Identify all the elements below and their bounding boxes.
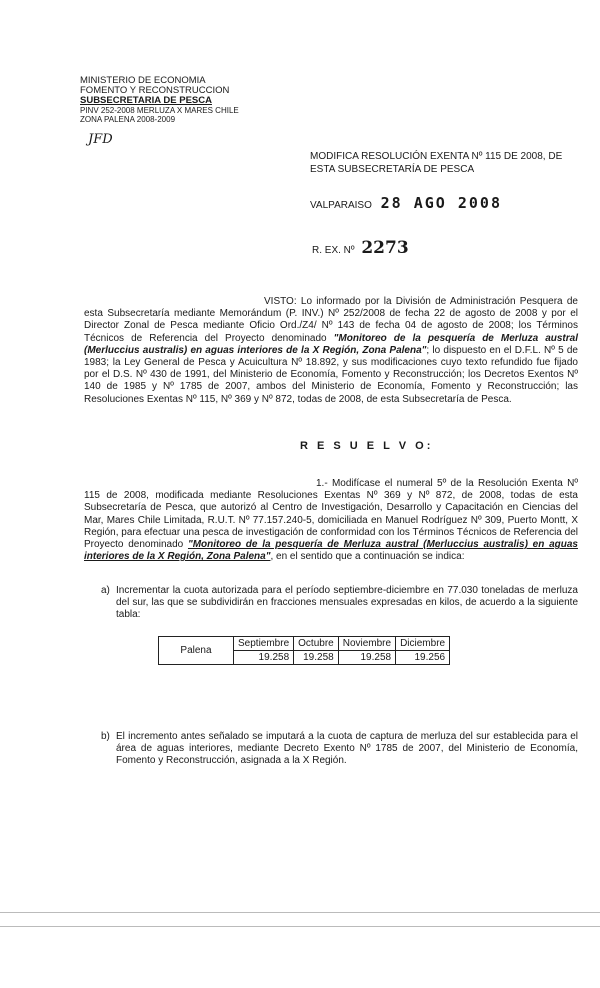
resolution-subject: MODIFICA RESOLUCIÓN EXENTA Nº 115 DE 2008, DE ESTA SUBSECRETARÍA DE PESCA [310, 151, 563, 175]
date-stamp: 28 AGO 2008 [380, 194, 502, 212]
quota-value: 19.258 [234, 651, 294, 665]
date-line [310, 194, 502, 212]
point-1-text-2: , en el sentido que a continuación se indica: [270, 551, 465, 563]
month-header: Noviembre [338, 637, 395, 651]
initials-signature: JFD [88, 132, 113, 147]
letterhead [80, 76, 239, 124]
scan-edge-line [0, 926, 600, 927]
quota-value: 19.258 [294, 651, 339, 665]
resolution-number-stamp: 2273 [361, 238, 409, 258]
month-header: Septiembre [234, 637, 294, 651]
visto-text-1: Lo informado por la División de Administración Pesquera de esta Subsecretaría mediante Memorándum (P. INV.) Nº 252/2008 de fecha 22 de agosto de 2008 y por el Director Zonal de Pesca mediante Oficio Ord./Z4/ Nº 143 de fecha 04 de agosto de 2008; los Términos Técnicos de Referencia del Proyecto denominado [84, 296, 578, 344]
quota-value: 19.258 [338, 651, 395, 665]
visto-text-2: ; lo dispuesto en el D.F.L. Nº 5 de 1983; la Ley General de Pesca y Acuicultura Nº 18.892, y sus modificaciones cuyo texto refundido fue fijado por el D.S. Nº 430 de 1991, del Ministerio de Economía, Fomento y Reconstrucción; los Decretos Exentos Nº 140 de 1985 y Nº 1785 de 2007, ambos del Ministerio de Economía, Fomento y Reconstrucción; las Resoluciones Exentas Nº 115, Nº 369 y Nº 872, todas de 2008, de esta Subsecretaría de Pesca. [84, 344, 578, 405]
scan-edge-line [0, 912, 600, 913]
table-row [159, 637, 450, 651]
point-1-paragraph [84, 478, 578, 563]
item-b [101, 731, 578, 768]
quota-value: 19.256 [396, 651, 450, 665]
item-a-marker: a) [101, 585, 110, 596]
visto-paragraph [84, 296, 578, 406]
resuelvo-heading: R E S U E L V O: [300, 440, 434, 452]
item-b-text: El incremento antes señalado se imputará a la cuota de captura de merluza del sur establecida para el área de aguas interiores, mediante Decreto Exento Nº 1785 de 2007, del Ministerio de Economía, Fomento y Reconstrucción, asignada a la X Región. [116, 731, 578, 767]
ministry-line-2: FOMENTO Y RECONSTRUCCION [80, 85, 230, 96]
quota-table [158, 636, 450, 665]
resolution-label: R. EX. Nº [312, 245, 355, 256]
point-1-text-1: 1.- Modifícase el numeral 5º de la Resolución Exenta Nº 115 de 2008, modificada mediante Resoluciones Exentas Nº 369 y Nº 872, de 2008, todas de esta Subsecretaría de Pesca, que autorizó al Centro de Investigación, Desarrollo y Capacitación en Ciencias del Mar, Mares Chile Limitada, R.U.T. Nº 77.157.240-5, domiciliada en Manuel Rodríguez Nº 309, Puerto Montt, X Región, para efectuar una pesca de investigación de conformidad con los Términos Técnicos de Referencia del Proyecto denominado [84, 478, 578, 551]
zone-line: ZONA PALENA 2008-2009 [80, 115, 176, 124]
point-1-project-title: "Monitoreo de la pesquería de Merluza austral (Merluccius australis) en aguas interiores de la X Región, Zona Palena" [84, 539, 578, 563]
reference-line: PINV 252-2008 MERLUZA X MARES CHILE [80, 106, 239, 115]
item-a-text: Incrementar la cuota autorizada para el período septiembre-diciembre en 77.030 toneladas de merluza del sur, las que se subdividirán en fracciones mensuales expresadas en kilos, de acuerdo a la siguiente tabla: [116, 585, 578, 621]
zone-cell: Palena [159, 637, 234, 665]
visto-project-title: "Monitoreo de la pesquería de Merluza austral (Merluccius australis) en aguas interiores de la X Región, Zona Palena" [84, 332, 578, 356]
ministry-line: MINISTERIO DE ECONOMIA [80, 75, 206, 86]
month-header: Diciembre [396, 637, 450, 651]
item-a [101, 585, 578, 622]
subsecretaria-line: SUBSECRETARIA DE PESCA [80, 95, 212, 106]
month-header: Octubre [294, 637, 339, 651]
place: VALPARAISO [310, 200, 372, 211]
resolution-number [312, 238, 409, 258]
visto-label: VISTO: [264, 296, 297, 307]
item-b-marker: b) [101, 731, 110, 742]
